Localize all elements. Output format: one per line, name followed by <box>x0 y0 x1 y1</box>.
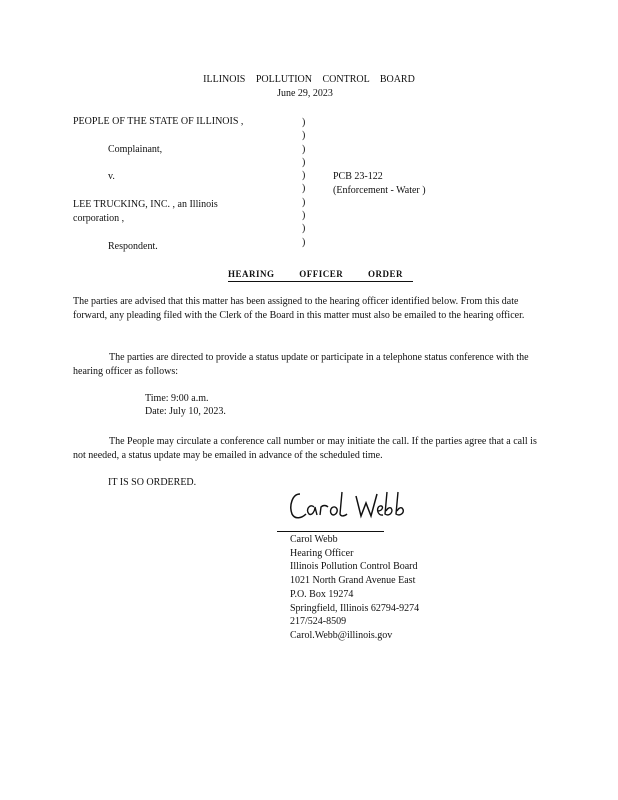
bracket-row: ) <box>302 196 306 208</box>
case-type: (Enforcement - Water ) <box>333 185 426 196</box>
order-title: HEARING OFFICER ORDER <box>228 268 413 282</box>
caption-bracket <box>302 116 312 249</box>
versus-label: v. <box>108 171 115 182</box>
conference-date: Date: July 10, 2023. <box>145 406 226 417</box>
bracket-row: ) <box>302 170 306 182</box>
signature-block <box>290 533 419 643</box>
bracket-row: ) <box>302 117 306 128</box>
signature-line <box>277 531 384 532</box>
signatory-name: Carol Webb <box>290 534 338 545</box>
city-state-zip: Springfield, Illinois 62794-9274 <box>290 602 420 614</box>
bracket-row: ) <box>302 223 306 235</box>
po-box: P.O. Box 19274 <box>290 588 354 600</box>
phone-number: 217/524-8509 <box>290 616 347 628</box>
street-address: 1021 North Grand Avenue East <box>290 575 416 587</box>
plaintiff-role: Complainant, <box>108 144 163 155</box>
closing-statement: IT IS SO ORDERED. <box>108 477 197 488</box>
conference-time: Time: 9:00 a.m. <box>145 393 209 404</box>
signatory-title: Hearing Officer <box>290 547 354 559</box>
bracket-row: ) <box>302 210 306 222</box>
bracket-row: ) <box>302 156 306 168</box>
bracket-row: ) <box>302 143 306 155</box>
email-address: Carol.Webb@illinois.gov <box>290 629 393 641</box>
plaintiff-name: PEOPLE OF THE STATE OF ILLINOIS , <box>73 116 244 127</box>
paragraph-call-instructions: The People may circulate a conference call number or may initiate the call. If the parties agree that a call is not needed, a status update may be emailed in advance of the scheduled time. <box>73 436 537 461</box>
paragraph-directive: The parties are directed to provide a status update or participate in a telephone status conference with the hearing officer as follows: <box>73 352 529 377</box>
bracket-row: ) <box>302 130 306 142</box>
defendant-name-line1: LEE TRUCKING, INC. , an Illinois <box>73 199 218 210</box>
handwritten-signature <box>286 488 416 524</box>
bracket-row: ) <box>302 183 306 195</box>
defendant-role: Respondent. <box>108 241 158 252</box>
order-date: June 29, 2023 <box>277 88 333 99</box>
signatory-organization: Illinois Pollution Control Board <box>290 561 418 573</box>
case-number: PCB 23-122 <box>333 171 383 182</box>
paragraph-assignment: The parties are advised that this matter has been assigned to the hearing officer identified below. From this date forward, any pleading filed with the Clerk of the Board in this matter must also be emailed to the hearing officer. <box>73 296 525 321</box>
defendant-name-line2: corporation , <box>73 213 125 224</box>
agency-title: ILLINOIS POLLUTION CONTROL BOARD <box>203 74 415 85</box>
bracket-row: ) <box>302 236 306 248</box>
